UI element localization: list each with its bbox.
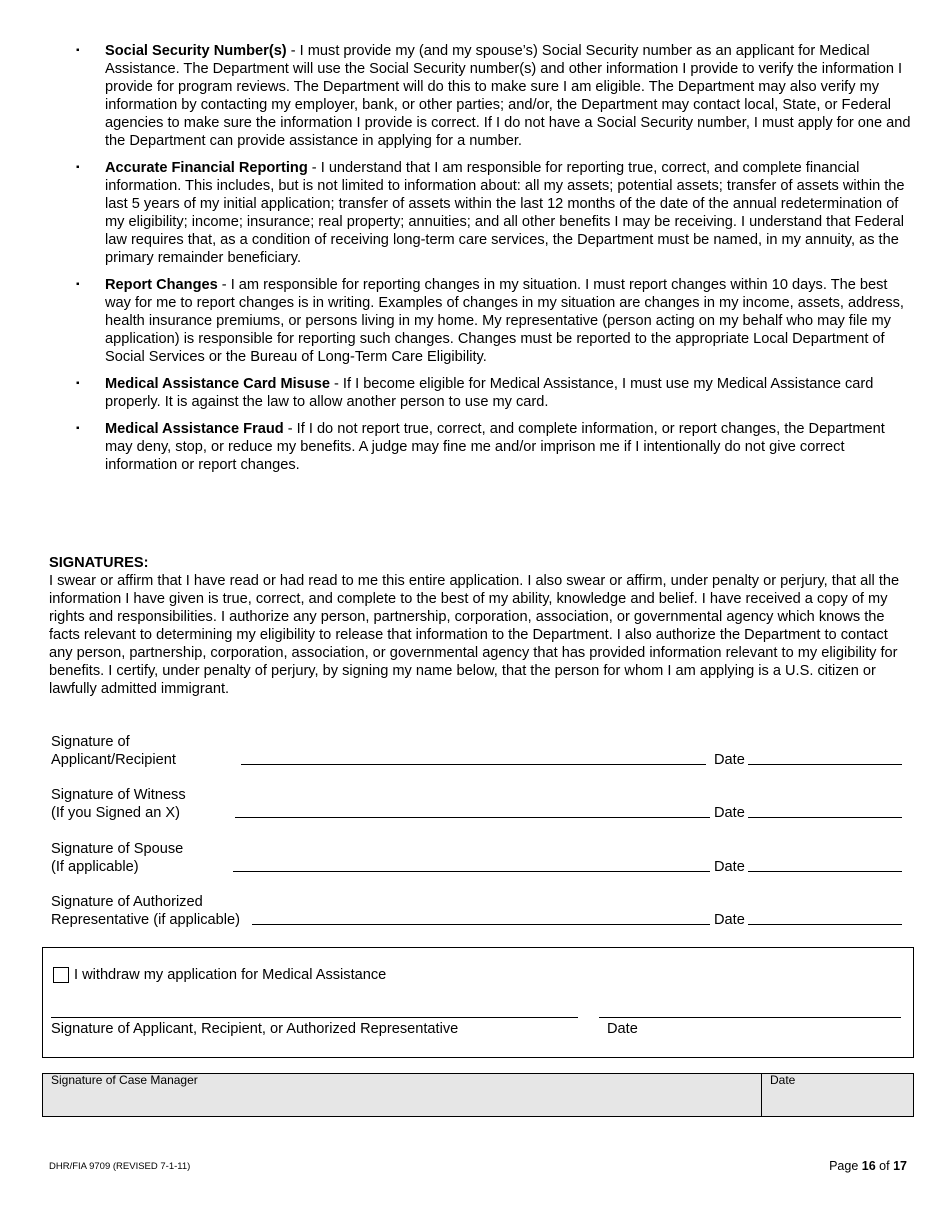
- rights-list: [76, 42, 912, 483]
- divider: [761, 1074, 762, 1116]
- bullet-marker: ▪: [76, 45, 80, 56]
- list-item: [76, 159, 912, 267]
- withdraw-signature-label: Signature of Applicant, Recipient, or Authorized Representative: [51, 1021, 459, 1037]
- withdraw-box: [42, 947, 914, 1058]
- bullet-marker: ▪: [76, 423, 80, 434]
- item-title: Report Changes: [105, 277, 218, 293]
- case-manager-date-label: Date: [770, 1073, 796, 1087]
- witness-date-line[interactable]: [748, 817, 902, 818]
- case-manager-signature-label: Signature of Case Manager: [51, 1073, 198, 1087]
- date-label: Date: [714, 859, 745, 875]
- item-text: - If I become eligible for Medical Assistance, I must use my Medical Assistance card properly. It is against the law to allow another person to use my card.: [105, 376, 874, 410]
- signatures-statement: I swear or affirm that I have read or had read to me this entire application. I also swear or affirm, under penalty or perjury, that all the information I have given is true, correct, and complete to the best of my ability, knowledge and belief. I have received a copy of my rights and responsibilities. I authorize any person, partnership, corporation, association, or governmental agency which knows the facts relevant to determining my eligibility to release that information to the Department. I also authorize the Department to contact any person, partnership, corporation, association, or governmental agency that has provided information relevant to my eligibility for benefits. I certify, under penalty of perjury, by signing my name below, that the person for whom I am applying is a U.S. citizen or lawfully admitted immigrant.: [49, 573, 900, 697]
- signature-label: Signature of Applicant/Recipient: [51, 734, 176, 768]
- item-title: Social Security Number(s): [105, 43, 287, 59]
- signature-label: Signature of Authorized Representative (if applicable): [51, 894, 241, 928]
- date-label: Date: [714, 912, 745, 928]
- list-item: [76, 42, 912, 150]
- representative-signature-line[interactable]: [252, 924, 710, 925]
- applicant-date-line[interactable]: [748, 764, 902, 765]
- spouse-date-line[interactable]: [748, 871, 902, 872]
- witness-signature-line[interactable]: [235, 817, 710, 818]
- withdraw-date-label: Date: [607, 1021, 638, 1037]
- bullet-marker: ▪: [76, 279, 80, 290]
- item-title: Accurate Financial Reporting: [105, 160, 308, 176]
- item-title: Medical Assistance Card Misuse: [105, 376, 330, 392]
- list-item: [76, 420, 912, 474]
- applicant-signature-line[interactable]: [241, 764, 706, 765]
- representative-date-line[interactable]: [748, 924, 902, 925]
- item-text: - I must provide my (and my spouse’s) Social Security number as an applicant for Medical Assistance. The Department will use the Social Security number(s) and other information I provide to verify the information I provide for program reviews. The Department will do this to make sure I am eligible. The Department may also verify my information by contacting my employer, bank, or other parties; and/or, the Department may contact local, State, or Federal agencies to make sure the information I provide is correct. If I do not have a Social Security number, I must apply for one and the Department can provide assistance in applying for a number.: [105, 43, 911, 149]
- bullet-marker: ▪: [76, 378, 80, 389]
- withdraw-signature-line[interactable]: [51, 1017, 578, 1018]
- spouse-signature-line[interactable]: [233, 871, 710, 872]
- signature-label: Signature of Witness (If you Signed an X): [51, 787, 186, 821]
- signatures-heading: SIGNATURES:: [49, 555, 149, 571]
- list-item: [76, 276, 912, 366]
- page-number: Page 16 of 17: [829, 1159, 907, 1173]
- item-text: - I am responsible for reporting changes in my situation. I must report changes within 10 days. The best way for me to report changes is in writing. Examples of changes in my situation are changes in my income, assets, address, health insurance premiums, or persons living in my home. My representative (person acting on my behalf who may file my application) is responsible for reporting such changes. Changes must be reported to the appropriate Local Department of Social Services or the Bureau of Long-Term Care Eligibility.: [105, 277, 904, 365]
- case-manager-box: [42, 1073, 914, 1117]
- date-label: Date: [714, 752, 745, 768]
- date-label: Date: [714, 805, 745, 821]
- withdraw-label: I withdraw my application for Medical Assistance: [74, 967, 387, 983]
- bullet-marker: ▪: [76, 162, 80, 173]
- form-number: DHR/FIA 9709 (REVISED 7-1-11): [49, 1161, 191, 1172]
- signature-label: Signature of Spouse (If applicable): [51, 841, 184, 875]
- withdraw-checkbox[interactable]: [53, 967, 69, 983]
- item-text: - I understand that I am responsible for reporting true, correct, and complete financial information. This includes, but is not limited to information about: all my assets; potential assets; transfer of assets within the last 5 years of my initial application; transfer of assets within the last 12 months of the date of the annual redetermination of my eligibility; income; insurance; real property; annuities; and all other benefits I may be receiving. I understand that Federal law requires that, as a condition of receiving long-term care services, the Department must be named, in my annuity, as the primary remainder beneficiary.: [105, 160, 905, 266]
- item-text: - If I do not report true, correct, and complete information, or report changes, the Department may deny, stop, or reduce my benefits. A judge may fine me and/or imprison me if I intentionally do not give correct information or report changes.: [105, 421, 885, 473]
- list-item: [76, 375, 912, 411]
- withdraw-date-line[interactable]: [599, 1017, 901, 1018]
- item-title: Medical Assistance Fraud: [105, 421, 284, 437]
